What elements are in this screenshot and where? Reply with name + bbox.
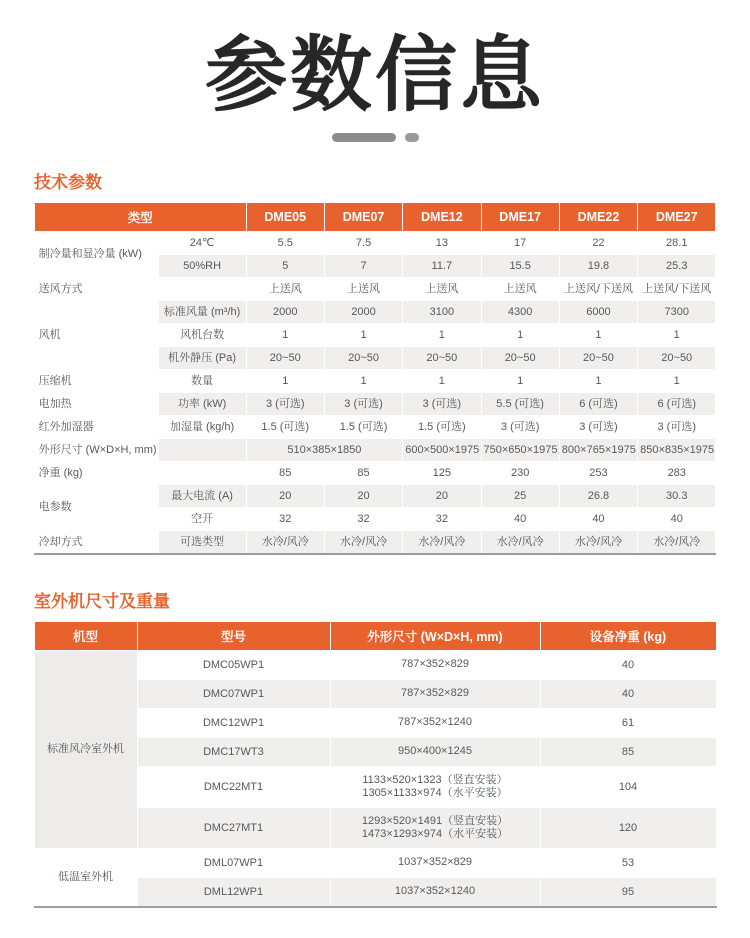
row-group-label: 电参数 [34,484,158,530]
page-title: 参数信息 [204,30,545,121]
row-group-label: 送风方式 [34,277,158,300]
value-cell: 上送风 [246,277,324,300]
value-cell: 水冷/风冷 [324,530,402,554]
value-cell: 1 [559,369,637,392]
value-cell: 1 [403,369,481,392]
value-cell: 1.5 (可选) [246,415,324,438]
row-sub-label: 空开 [158,507,246,530]
value-cell: 20~50 [481,346,559,369]
value-cell: 3 (可选) [481,415,559,438]
value-cell: 1 [638,369,716,392]
value-cell: 1 [481,369,559,392]
row-group-label: 冷却方式 [34,530,158,554]
model-cell: DML12WP1 [137,877,330,907]
value-cell: 19.8 [559,254,637,277]
value-cell: 2000 [324,300,402,323]
column-header-unit-type: 机型 [34,621,137,650]
value-cell: 17 [481,231,559,254]
value-cell: 上送风/下送风 [638,277,716,300]
dimension-line: 787×352×1240 [397,716,473,729]
value-cell: 水冷/风冷 [246,530,324,554]
model-cell: DMC27MT1 [137,807,330,848]
table-row [34,766,716,807]
value-cell: 水冷/风冷 [481,530,559,554]
dimension-line: 1293×520×1491（竖直安装） [361,814,509,827]
value-cell: 253 [559,461,637,484]
value-cell: 40 [559,507,637,530]
row-sub-label: 加湿量 (kg/h) [158,415,246,438]
value-cell: 13 [403,231,481,254]
value-cell: 32 [403,507,481,530]
column-header-dimensions: 外形尺寸 (W×D×H, mm) [330,621,540,650]
value-cell: 20~50 [559,346,637,369]
value-cell: 25 [481,484,559,507]
value-cell: 4300 [481,300,559,323]
model-cell: DMC07WP1 [137,679,330,708]
value-cell: 15.5 [481,254,559,277]
value-cell: 1.5 (可选) [324,415,402,438]
row-sub-label: 50%RH [158,254,246,277]
value-cell: 6 (可选) [638,392,716,415]
value-cell: 510×385×1850 [246,438,403,461]
table-row [34,679,716,708]
table-row [34,737,716,766]
value-cell: 7.5 [324,231,402,254]
unit-type-cell: 低温室外机 [34,848,137,907]
table-row [34,708,716,737]
value-cell: 22 [559,231,637,254]
value-cell: 800×765×1975 [559,438,637,461]
value-cell: 20 [403,484,481,507]
dimensions-cell [330,708,540,737]
table-row [34,807,716,848]
value-cell: 85 [246,461,324,484]
column-header-dme05: DME05 [246,202,324,231]
table-row [34,530,716,554]
value-cell: 5.5 [246,231,324,254]
value-cell: 3 (可选) [638,415,716,438]
dimensions-cell [330,766,540,807]
value-cell: 1.5 (可选) [403,415,481,438]
value-cell: 28.1 [638,231,716,254]
row-group-label: 红外加湿器 [34,415,158,438]
value-cell: 上送风 [403,277,481,300]
value-cell: 水冷/风冷 [403,530,481,554]
table-row [34,392,716,415]
value-cell: 40 [481,507,559,530]
weight-cell: 120 [540,807,716,848]
value-cell: 2000 [246,300,324,323]
value-cell: 20~50 [246,346,324,369]
table-row [34,415,716,438]
value-cell: 7300 [638,300,716,323]
value-cell: 11.7 [403,254,481,277]
row-sub-label: 功率 (kW) [158,392,246,415]
row-group-label: 风机 [34,300,158,369]
row-group-label: 压缩机 [34,369,158,392]
column-header-dme12: DME12 [403,202,481,231]
row-sub-label: 数量 [158,369,246,392]
weight-cell: 85 [540,737,716,766]
value-cell: 5.5 (可选) [481,392,559,415]
dimensions-cell [330,848,540,877]
value-cell: 1 [638,323,716,346]
value-cell: 1 [559,323,637,346]
value-cell: 750×650×1975 [481,438,559,461]
dimension-line: 950×400×1245 [397,745,473,758]
row-group-label: 净重 (kg) [34,461,158,484]
model-cell: DML07WP1 [137,848,330,877]
weight-cell: 53 [540,848,716,877]
value-cell: 上送风 [481,277,559,300]
table-row [34,369,716,392]
model-cell: DMC17WT3 [137,737,330,766]
dimension-line: 1133×520×1323（竖直安装） [362,773,508,786]
column-header-net-weight: 设备净重 (kg) [540,621,716,650]
value-cell: 3 (可选) [559,415,637,438]
tech-params-table [34,202,717,555]
value-cell: 125 [403,461,481,484]
section-heading-tech: 技术参数 [34,172,102,192]
dimensions-cell [330,650,540,679]
table-row [34,300,716,323]
table-row [34,438,716,461]
value-cell: 6 (可选) [559,392,637,415]
value-cell: 26.8 [559,484,637,507]
title-underline [0,133,750,143]
table-row [34,848,716,877]
table-row [34,231,716,254]
value-cell: 5 [246,254,324,277]
underline-dot-icon [405,133,419,142]
row-sub-label: 可选类型 [158,530,246,554]
column-header-model: 型号 [137,621,330,650]
value-cell: 20~50 [324,346,402,369]
column-header-dme27: DME27 [638,202,716,231]
row-sub-label [158,438,246,461]
value-cell: 20~50 [403,346,481,369]
unit-type-cell: 标准风冷室外机 [34,650,137,848]
row-sub-label: 风机台数 [158,323,246,346]
row-sub-label [158,277,246,300]
dimension-line: 1305×1133×974（水平安装） [362,786,508,799]
value-cell: 1 [403,323,481,346]
value-cell: 30.3 [638,484,716,507]
outdoor-units-table [34,621,717,908]
row-sub-label: 24℃ [158,231,246,254]
value-cell: 1 [246,323,324,346]
table-row [34,277,716,300]
value-cell: 25.3 [638,254,716,277]
column-header-type: 类型 [34,202,246,231]
weight-cell: 104 [540,766,716,807]
value-cell: 水冷/风冷 [559,530,637,554]
value-cell: 32 [324,507,402,530]
value-cell: 283 [638,461,716,484]
value-cell: 32 [246,507,324,530]
value-cell: 3 (可选) [324,392,402,415]
value-cell: 上送风/下送风 [559,277,637,300]
outdoor-table-header-row [34,621,716,650]
value-cell: 40 [638,507,716,530]
dimensions-cell [330,737,540,766]
weight-cell: 95 [540,877,716,907]
dimension-line: 787×352×829 [401,687,469,700]
dimensions-cell [330,877,540,907]
model-cell: DMC22MT1 [137,766,330,807]
dimension-line: 1473×1293×974（水平安装） [361,827,509,840]
model-cell: DMC05WP1 [137,650,330,679]
weight-cell: 40 [540,650,716,679]
row-sub-label: 最大电流 (A) [158,484,246,507]
row-sub-label: 标准风量 (m³/h) [158,300,246,323]
value-cell: 230 [481,461,559,484]
dimensions-cell [330,807,540,848]
section-heading-outdoor: 室外机尺寸及重量 [34,591,170,611]
value-cell: 6000 [559,300,637,323]
value-cell: 3 (可选) [246,392,324,415]
value-cell: 3 (可选) [403,392,481,415]
column-header-dme22: DME22 [559,202,637,231]
dimensions-cell [330,679,540,708]
value-cell: 7 [324,254,402,277]
value-cell: 上送风 [324,277,402,300]
value-cell: 85 [324,461,402,484]
value-cell: 1 [481,323,559,346]
value-cell: 20 [246,484,324,507]
table-row [34,461,716,484]
dimension-line: 1037×352×829 [397,856,473,869]
row-group-label: 电加热 [34,392,158,415]
row-sub-label: 机外静压 (Pa) [158,346,246,369]
table-row [34,484,716,507]
row-group-label: 外形尺寸 (W×D×H, mm) [34,438,158,461]
underline-dash-icon [332,133,396,142]
dimension-line: 1037×352×1240 [394,885,476,898]
weight-cell: 61 [540,708,716,737]
tech-table-header-row [34,202,716,231]
value-cell: 600×500×1975 [403,438,481,461]
row-group-label: 制冷量和显冷量 (kW) [34,231,158,277]
value-cell: 1 [246,369,324,392]
table-row [34,650,716,679]
weight-cell: 40 [540,679,716,708]
value-cell: 水冷/风冷 [638,530,716,554]
value-cell: 20 [324,484,402,507]
dimension-line: 787×352×829 [401,658,469,671]
model-cell: DMC12WP1 [137,708,330,737]
value-cell: 1 [324,369,402,392]
row-sub-label [158,461,246,484]
value-cell: 850×835×1975 [638,438,716,461]
column-header-dme17: DME17 [481,202,559,231]
value-cell: 3100 [403,300,481,323]
value-cell: 20~50 [638,346,716,369]
value-cell: 1 [324,323,402,346]
table-row [34,877,716,907]
column-header-dme07: DME07 [324,202,402,231]
